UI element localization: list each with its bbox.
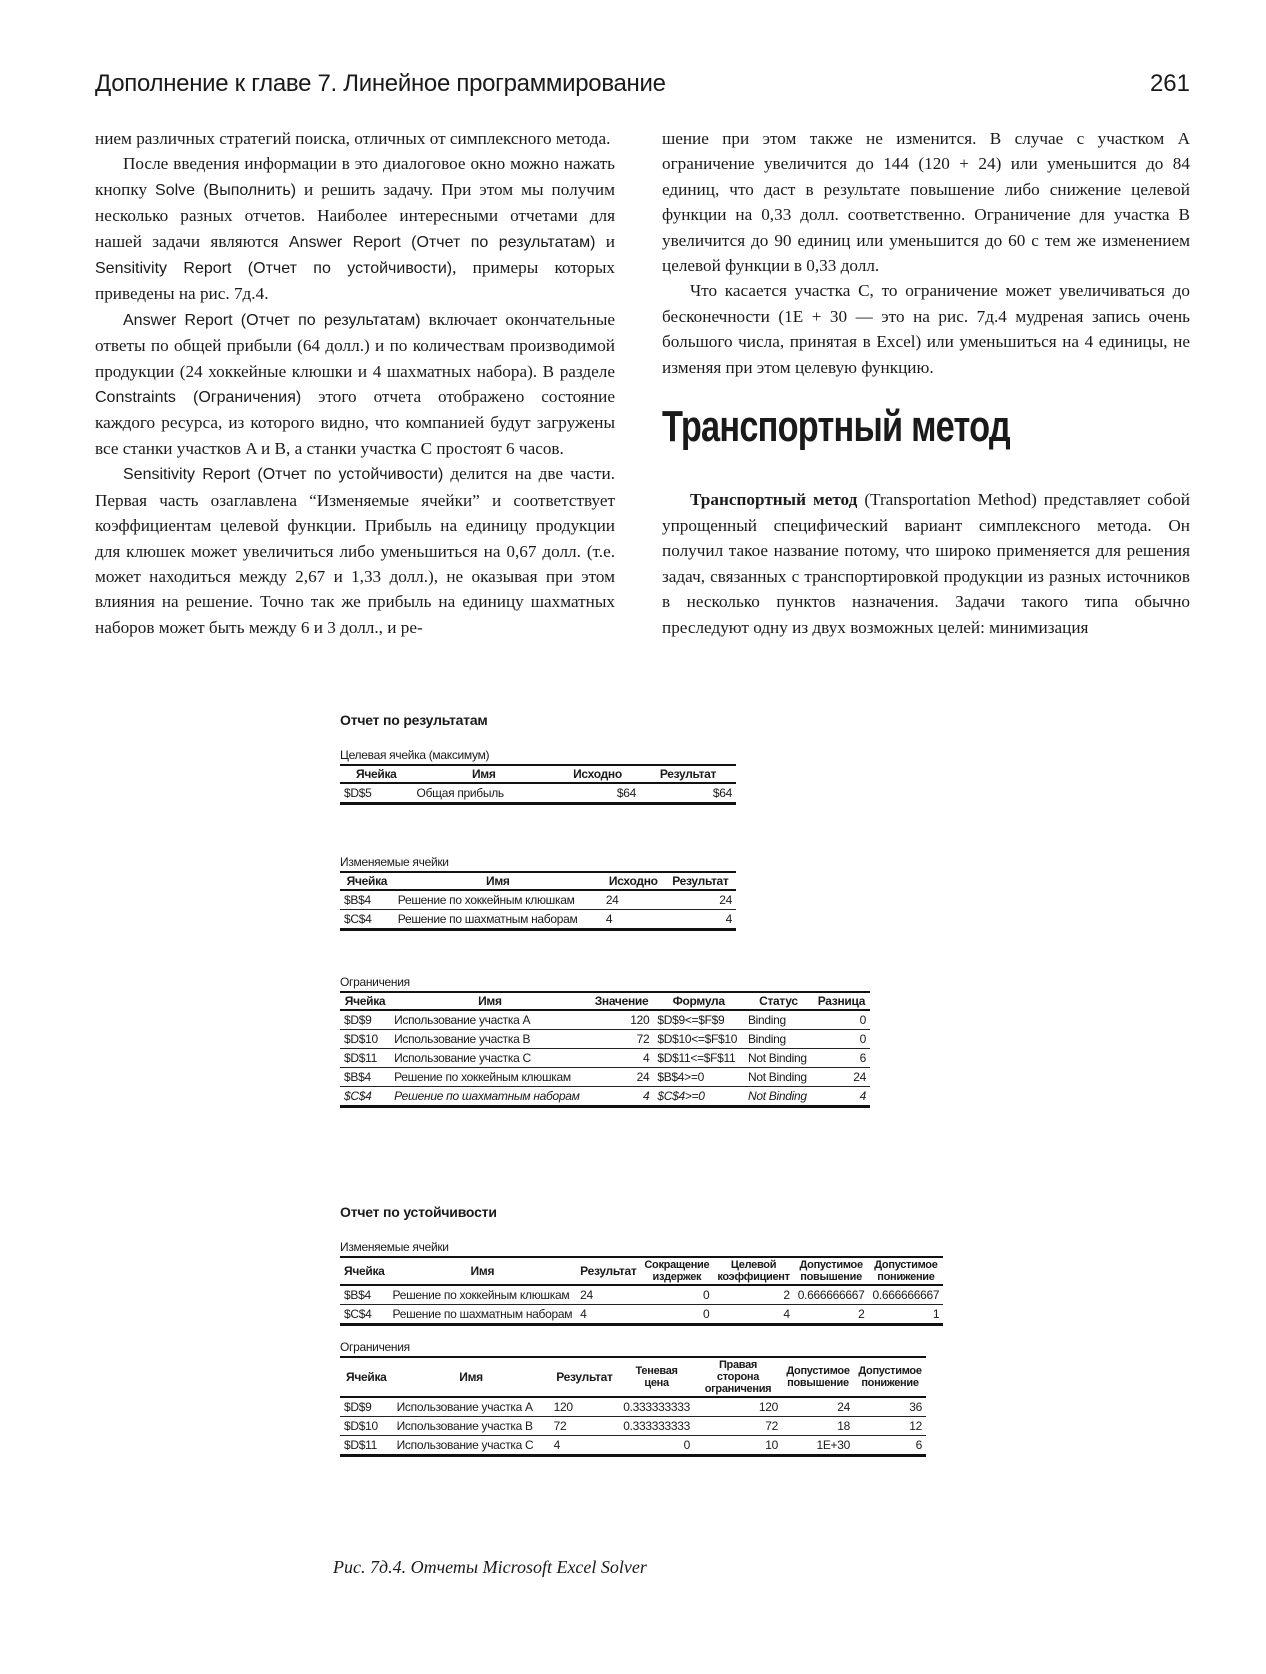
paragraph: Sensitivity Report (Отчет по устойчивости) делится на две части. Первая часть озаглавлена “Изменяемые ячейки” и соответствует коэффициентам целевой функции. Прибыль на единицу продукции для клюшек может увеличиться либо уменьшиться на 0,67 долл. (т.е. может находиться между 2,67 и 1,33 долл.), не оказывая при этом влияния на решение. Точно так же прибыль на единицу шахматных наборов может быть между 6 и 3 долл., и ре- [95,464,615,637]
table-cell: 10 [694,1436,782,1456]
table-cell: Решение по шахматным наборам [394,910,602,930]
column-header: Статус [744,992,813,1010]
table-cell: 120 [550,1397,620,1417]
table-cell: $B$4>=0 [653,1068,744,1087]
table-header-row [340,765,736,783]
table-cell: 2 [794,1305,869,1325]
table-cell: 6 [854,1436,926,1456]
column-header: Допустимое понижение [869,1257,944,1285]
column-header: Имя [394,872,602,890]
sensitivity-variables-table [340,1256,943,1326]
table-cell: 72 [590,1030,654,1049]
table-cell: Использование участка B [390,1030,590,1049]
table-cell: 0 [813,1030,870,1049]
table-cell: Использование участка C [393,1436,550,1456]
paragraph: шение при этом также не изменится. В случае с участком A ограничение увеличится до 144 (120 + 24) или уменьшится до 84 единиц, что даст в результате повышение либо снижение целевой функции на 0,33 долл. соответственно. Ограничение для участка B увеличится до 90 единиц или уменьшится до 60 с тем же изменением целевой функции в 0,33 долл. [662,129,1190,276]
table-row [340,1030,870,1049]
table-cell: $64 [555,783,640,804]
figure-solver-reports [340,712,940,1457]
running-title: Дополнение к главе 7. Линейное программирование [95,70,666,97]
paragraph: Транспортный метод (Transportation Method) представляет собой упрощенный специфический вариант симплексного метода. Он получил такое название потому, что широко применяется для решения задач, связанных с транспортировкой продукции из разных источников в несколько пунктов назначения. Задачи такого типа обычно преследуют одну из двух возможных целей: минимизация [662,490,1190,637]
table-cell: $B$4 [340,1068,390,1087]
paragraph: Answer Report (Отчет по результатам) включает окончательные ответы по общей прибыли (64 долл.) и по количествам производимой продукции (24 хоккейные клюшки и 4 шахматных набора). В разделе Constraints (Ограничения) этого отчета отображено состояние каждого ресурса, из которого видно, что компанией будут загружены все станки участков A и B, а станки участка C простоят 6 часов. [95,309,616,458]
table-cell: 24 [602,890,665,910]
table-cell: Not Binding [744,1087,813,1107]
column-header: Имя [393,1357,550,1397]
table-cell: Использование участка A [390,1010,590,1030]
table-cell: Решение по хоккейным клюшкам [394,890,602,910]
column-header: Имя [413,765,556,783]
table-header-row [340,992,870,1010]
table-cell: $C$4 [340,1087,390,1107]
sensitivity-constraints-table [340,1356,926,1457]
page-number: 261 [1149,70,1190,97]
table-cell: 0.666666667 [869,1285,944,1305]
column-header: Допустимое повышение [782,1357,854,1397]
answer-variables-table [340,871,736,931]
answer-report-title: Отчет по результатам [340,712,488,728]
table-cell: $C$4 [340,910,394,930]
table-cell: $D$5 [340,783,413,804]
column-header: Допустимое повышение [794,1257,869,1285]
column-header: Результат [576,1257,640,1285]
column-header: Имя [390,992,590,1010]
table-cell: Общая прибыль [413,783,556,804]
table-cell: 12 [854,1417,926,1436]
table-row [340,1305,943,1325]
column-header: Ячейка [340,765,413,783]
table-cell: $D$11 [340,1436,393,1456]
table-cell: Решение по хоккейным клюшкам [389,1285,577,1305]
column-header: Формула [653,992,744,1010]
table-cell: 1E+30 [782,1436,854,1456]
table-row [340,1049,870,1068]
table-cell: 72 [550,1417,620,1436]
table-cell: $D$11<=$F$11 [653,1049,744,1068]
table-cell: $D$10<=$F$10 [653,1030,744,1049]
table-cell: Binding [744,1030,813,1049]
table-cell: $D$10 [340,1417,393,1436]
right-column [662,126,1190,640]
table-cell: 4 [576,1305,640,1325]
table-cell: Решение по шахматным наборам [390,1087,590,1107]
table-cell: $C$4 [340,1305,389,1325]
table-cell: Использование участка C [390,1049,590,1068]
left-column [95,126,615,640]
table-cell: 120 [590,1010,654,1030]
table-cell: 0.333333333 [619,1397,694,1417]
table-caption: Целевая ячейка (максимум) [340,748,490,762]
table-cell: 18 [782,1417,854,1436]
table-cell: 0 [640,1305,713,1325]
column-header: Исходно [602,872,665,890]
page-header [95,66,1190,106]
table-cell: 4 [665,910,736,930]
table-row [340,783,736,804]
table-cell: $D$11 [340,1049,390,1068]
table-cell: 2 [713,1285,793,1305]
table-cell: 4 [713,1305,793,1325]
table-cell: Решение по шахматным наборам [389,1305,577,1325]
table-cell: Binding [744,1010,813,1030]
table-cell: 0 [640,1285,713,1305]
column-header: Имя [389,1257,577,1285]
table-header-row [340,872,736,890]
section-heading: Транспортный метод [662,402,1010,452]
table-cell: 4 [590,1087,654,1107]
table-cell: 4 [590,1049,654,1068]
sensitivity-report-title: Отчет по устойчивости [340,1204,497,1220]
table-cell: 0.333333333 [619,1417,694,1436]
paragraph: После введения информации в это диалоговое окно можно нажать кнопку Solve (Выполнить) и решить задачу. При этом мы получим несколько разных отчетов. Наиболее интересными отчетами для нашей задачи являются Answer Report (Отчет по результатам) и Sensitivity Report (Отчет по устойчивости), примеры которых приведены на рис. 7д.4. [95,154,615,304]
table-cell: Not Binding [744,1068,813,1087]
column-header: Исходно [555,765,640,783]
table-header-row [340,1357,926,1397]
table-cell: 24 [665,890,736,910]
table-cell: 36 [854,1397,926,1417]
column-header: Ячейка [340,872,394,890]
column-header: Результат [640,765,736,783]
table-cell: $B$4 [340,1285,389,1305]
table-cell: $D$9<=$F$9 [653,1010,744,1030]
table-row [340,890,736,910]
column-header: Результат [665,872,736,890]
column-header: Допустимое понижение [854,1357,926,1397]
table-cell: 24 [590,1068,654,1087]
table-cell: 6 [813,1049,870,1068]
table-cell: $D$10 [340,1030,390,1049]
column-header: Значение [590,992,654,1010]
table-row [340,910,736,930]
table-caption: Ограничения [340,975,410,989]
table-cell: 24 [576,1285,640,1305]
table-cell: $D$9 [340,1010,390,1030]
column-header: Ячейка [340,1357,393,1397]
paragraph: нием различных стратегий поиска, отличных от симплексного метода. [95,129,611,148]
table-row [340,1010,870,1030]
table-caption: Изменяемые ячейки [340,855,449,869]
figure-caption: Рис. 7д.4. Отчеты Microsoft Excel Solver [333,1557,647,1577]
column-header: Сокращение издержек [640,1257,713,1285]
paragraph: Что касается участка C, то ограничение может увеличиваться до бесконечности (1E + 30 — это на рис. 7д.4 мудреная запись очень большого числа, принятая в Excel) или уменьшиться на 4 единицы, не изменяя при этом целевую функцию. [662,281,1190,377]
table-row [340,1068,870,1087]
table-cell: 4 [813,1087,870,1107]
column-header: Ячейка [340,1257,389,1285]
table-cell: 1 [869,1305,944,1325]
table-cell: 24 [782,1397,854,1417]
table-row [340,1285,943,1305]
table-cell: Использование участка B [393,1417,550,1436]
table-caption: Ограничения [340,1340,410,1354]
table-cell: 4 [602,910,665,930]
table-cell: Использование участка A [393,1397,550,1417]
column-header: Разница [813,992,870,1010]
table-cell: $D$9 [340,1397,393,1417]
column-header: Теневая цена [619,1357,694,1397]
table-row [340,1436,926,1456]
table-cell: 24 [813,1068,870,1087]
column-header: Правая сторона ограничения [694,1357,782,1397]
table-header-row [340,1257,943,1285]
table-cell: 0 [813,1010,870,1030]
column-header: Ячейка [340,992,390,1010]
table-cell: 0 [619,1436,694,1456]
table-cell: $C$4>=0 [653,1087,744,1107]
table-row [340,1417,926,1436]
answer-constraints-table [340,991,870,1108]
table-cell: $64 [640,783,736,804]
column-header: Результат [550,1357,620,1397]
table-cell: $B$4 [340,890,394,910]
table-cell: 120 [694,1397,782,1417]
table-caption: Изменяемые ячейки [340,1240,449,1254]
table-cell: 0.666666667 [794,1285,869,1305]
table-cell: 72 [694,1417,782,1436]
table-row [340,1087,870,1107]
table-cell: Not Binding [744,1049,813,1068]
table-cell: 4 [550,1436,620,1456]
column-header: Целевой коэффициент [713,1257,793,1285]
table-cell: Решение по хоккейным клюшкам [390,1068,590,1087]
table-row [340,1397,926,1417]
answer-target-table [340,764,736,805]
